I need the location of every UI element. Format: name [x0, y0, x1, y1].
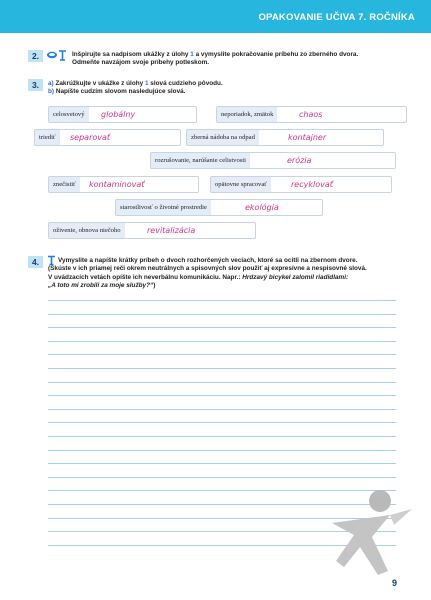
speaking-icon — [46, 49, 68, 61]
word-pair-label: rozrušovanie, narúšanie celistvosti — [151, 153, 250, 168]
word-pair-opatovne-spracovat[interactable] — [210, 176, 392, 193]
word-pair-label: triediť — [35, 130, 60, 145]
word-pair-zberna-nadoba[interactable] — [186, 129, 384, 146]
word-pair-celosvetovy[interactable] — [48, 106, 197, 123]
word-pair-label: oživenie, obnova niečoho — [49, 223, 125, 238]
page-number: 9 — [391, 578, 397, 588]
task4-instruction: Vymyslite a napíšte krátky príbeh o dvoch rozhorčených veciach, ktoré sa ocitli na zbernom dvore. — [58, 257, 358, 264]
word-pair-neporiadok[interactable] — [216, 106, 407, 123]
word-pair-answer: kontaminovať — [89, 180, 145, 189]
task4-instruction-continued: (Skúste v ich priamej reči okrem neutrálnych a spisovných slov použiť aj expresívne a nespisovné slová. V uvádzacích vetách opíšte ich neverbálnu komunikáciu. Napr.: Hrdzavý bicykel zalomil riadidlami: „A toto mi zrobili za moje služby?“) — [48, 265, 367, 290]
writing-line[interactable] — [48, 422, 396, 423]
task-number-2: 2. — [28, 50, 43, 62]
writing-line[interactable] — [48, 450, 396, 451]
word-pair-label: opätovne spracovať — [211, 177, 271, 192]
task2-instruction: Inšpirujte sa nadpisom ukážky z úlohy 1 a vymyslite pokračovanie príbehu zo zberného dvora. Odmeňte navzájom svoje príbehy potleskom. — [72, 51, 359, 67]
writing-line[interactable] — [48, 477, 396, 478]
word-pair-label: zberná nádoba na odpad — [187, 130, 259, 145]
writing-line[interactable] — [48, 436, 396, 437]
writing-line[interactable] — [48, 382, 396, 383]
word-pair-ozivenie[interactable] — [48, 222, 256, 239]
word-pair-answer: separovať — [70, 133, 111, 142]
writing-line[interactable] — [48, 327, 396, 328]
word-pair-label: starostlivosť o životné prostredie — [116, 200, 211, 215]
task-number-4: 4. — [28, 256, 43, 268]
word-pair-answer: recyklovať — [291, 180, 333, 189]
writing-line[interactable] — [48, 341, 396, 342]
word-pair-answer: revitalizácia — [147, 226, 196, 235]
writing-line[interactable] — [48, 409, 396, 410]
word-pair-rozrusovanie[interactable] — [150, 152, 396, 169]
task-number-3: 3. — [28, 79, 43, 91]
word-pair-answer: ekológia — [245, 203, 279, 212]
writing-line[interactable] — [48, 395, 396, 396]
writing-line[interactable] — [48, 300, 396, 301]
word-pair-label: neporiadok, zmätok — [217, 107, 277, 122]
word-pair-answer: chaos — [299, 110, 323, 119]
writing-line[interactable] — [48, 354, 396, 355]
word-pair-answer: globálny — [101, 110, 136, 119]
writing-line[interactable] — [48, 368, 396, 369]
word-pair-starostlivost[interactable] — [115, 199, 323, 216]
word-pair-answer: erózia — [287, 156, 312, 165]
writing-icon — [47, 255, 56, 266]
word-pair-znecistit[interactable] — [48, 176, 199, 193]
writing-line[interactable] — [48, 314, 396, 315]
word-pair-triedit[interactable] — [34, 129, 181, 146]
word-pair-answer: kontajner — [288, 133, 327, 142]
task3-instruction: a) Zakrúžkujte v ukážke z úlohy 1 slová cudzieho pôvodu. b) Napíšte cudzím slovom nasledujúce slová. — [48, 80, 223, 96]
word-pair-label: celosvetový — [49, 107, 89, 122]
word-pair-label: znečistiť — [49, 177, 80, 192]
publisher-logo-figure — [320, 485, 415, 580]
writing-line[interactable] — [48, 463, 396, 464]
page-header-title: OPAKOVANIE UČIVA 7. ROČNÍKA — [258, 12, 415, 23]
